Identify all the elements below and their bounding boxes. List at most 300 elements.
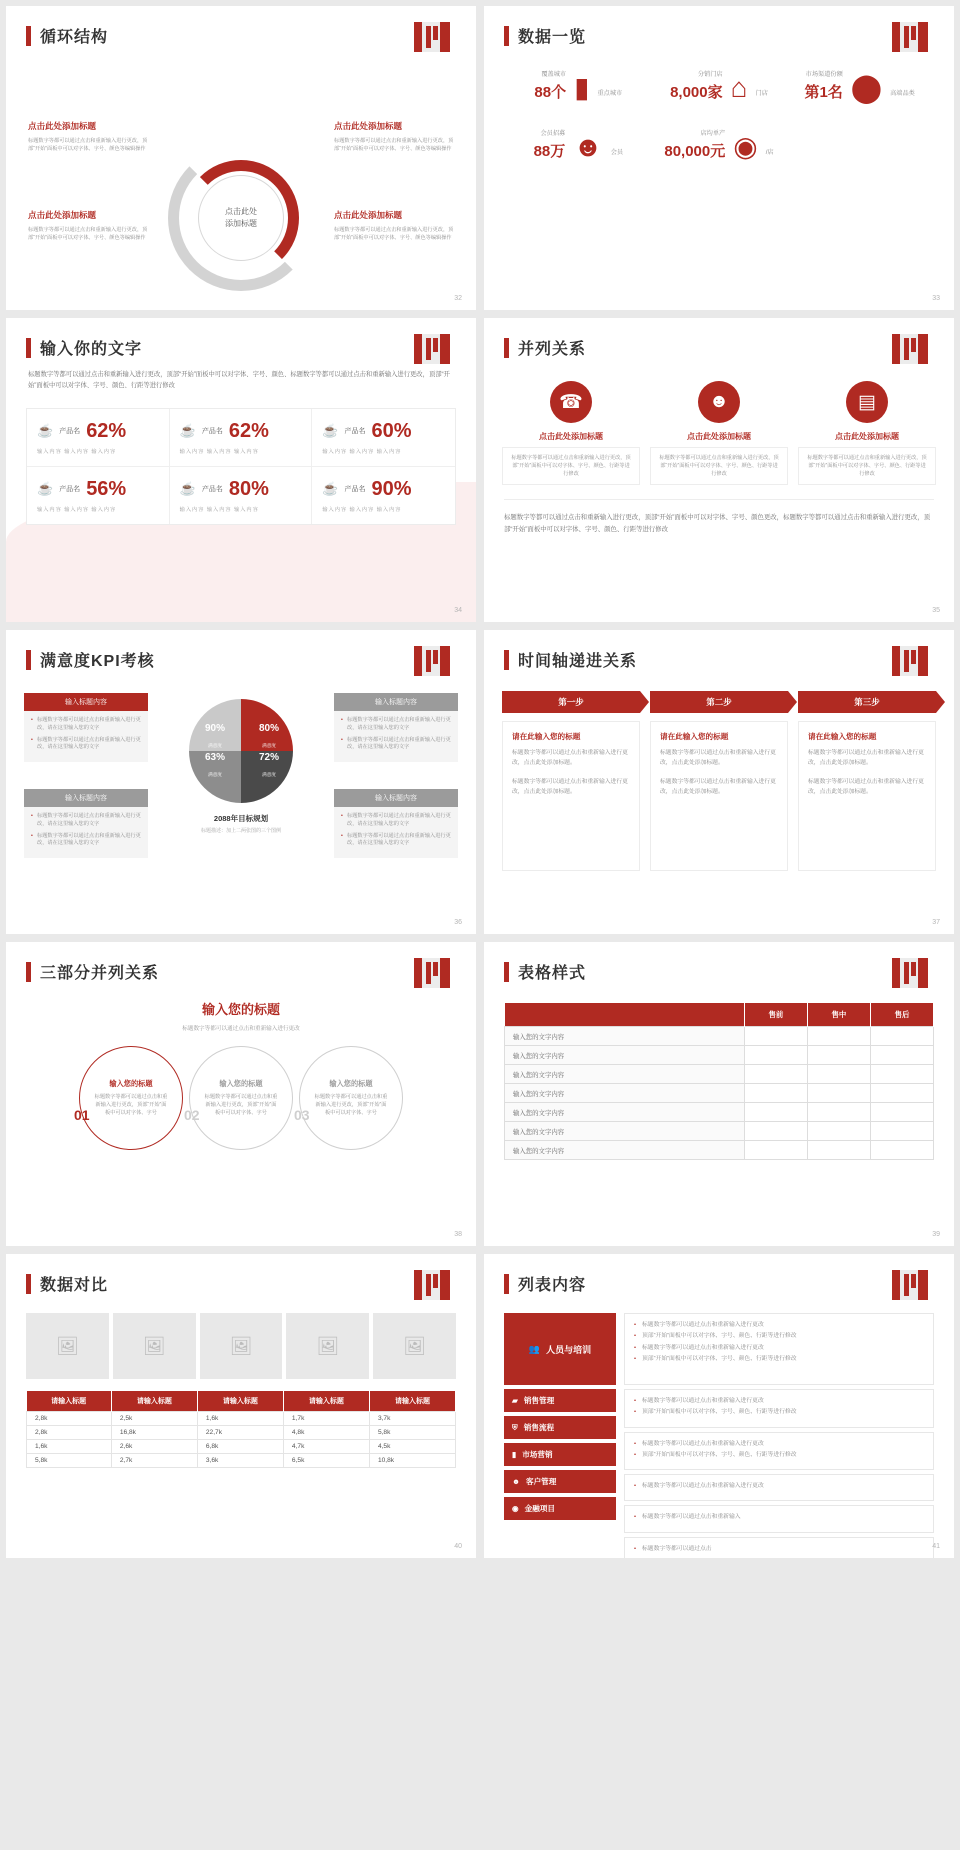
slide-table-style[interactable] bbox=[484, 942, 954, 1246]
stat-label: 店均单产 bbox=[700, 130, 726, 137]
stat-unit: 高端品类 bbox=[890, 90, 915, 97]
table-cell: 3,6k bbox=[197, 1454, 283, 1468]
money-bag-icon: ◉ bbox=[512, 1504, 519, 1513]
kpi-box-3-item: • 标题数字等都可以通过点击和重新输入进行更改，请在这里输入您的文字 bbox=[31, 833, 141, 849]
table-cell: 2,8k bbox=[27, 1412, 112, 1426]
kpi-box-2[interactable] bbox=[334, 693, 458, 762]
circle-1-title: 输入您的标题 bbox=[109, 1078, 153, 1088]
timeline-step-1[interactable] bbox=[502, 691, 640, 871]
table-header-row bbox=[27, 1391, 456, 1412]
cycle-item-4[interactable] bbox=[334, 209, 454, 242]
cycle-item-2[interactable] bbox=[334, 120, 454, 153]
kpi-box-3-item: • 标题数字等都可以通过点击和重新输入进行更改，请在这里输入您的文字 bbox=[31, 813, 141, 829]
flag-logo-icon bbox=[892, 958, 934, 988]
card-body: 标题数字等都可以通过点击和重新输入进行更改，顶部“开始”面板中可以对字体、字号、颜色、行距等进行修改 bbox=[807, 455, 927, 478]
circle-3-body: 标题数字等都可以通过点击和重新输入进行更改，顶部“开始”面板中可以对字体、字号 bbox=[314, 1093, 388, 1117]
table-row[interactable] bbox=[505, 1103, 934, 1122]
list-tab-marketing[interactable] bbox=[504, 1443, 616, 1466]
footer-description: 标题数字等都可以通过点击和重新输入进行更改，顶部“开始”面板中可以对字体、字号、颜色更改，标题数字等都可以通过点击和重新输入进行更改，顶部“开始”面板中可以对字体、字号、颜色、行距等进行修改 bbox=[504, 499, 934, 536]
circle-1-body: 标题数字等都可以通过点击和重新输入进行更改，顶部“开始”面板中可以对字体、字号 bbox=[94, 1093, 168, 1117]
list-panel-1[interactable] bbox=[624, 1313, 934, 1385]
table-cell: 1,7k bbox=[283, 1412, 369, 1426]
cup-icon: ☕ bbox=[322, 423, 339, 439]
kpi-box-1-item: • 标题数字等都可以通过点击和重新输入进行更改，请在这里输入您的文字 bbox=[31, 737, 141, 753]
product-name: 产品名 bbox=[344, 486, 366, 494]
slide-header bbox=[6, 942, 476, 983]
table-cell: 4,7k bbox=[283, 1440, 369, 1454]
table-row[interactable] bbox=[27, 1440, 456, 1454]
page-number: 37 bbox=[932, 919, 940, 926]
title-accent-bar bbox=[26, 962, 31, 982]
table-header-cell bbox=[505, 1003, 745, 1027]
table-header-cell: 售中 bbox=[807, 1003, 870, 1027]
cycle-center-line2: 添加标题 bbox=[225, 219, 257, 228]
shield-icon: ⛨ bbox=[512, 1422, 518, 1432]
parallel-cards bbox=[484, 359, 954, 485]
table-cell: 3,7k bbox=[369, 1412, 455, 1426]
kpi-box-1-item: • 标题数字等都可以通过点击和重新输入进行更改，请在这里输入您的文字 bbox=[31, 717, 141, 733]
table-header-cell: 售前 bbox=[744, 1003, 807, 1027]
table-cell: 输入您的文字内容 bbox=[505, 1084, 745, 1103]
step-2-header: 第二步 bbox=[650, 691, 788, 713]
timeline-step-2[interactable] bbox=[650, 691, 788, 871]
pie-slice-4-label: 满意度 bbox=[262, 772, 276, 777]
cup-icon: ☕ bbox=[37, 481, 54, 497]
slide-timeline-progression[interactable] bbox=[484, 630, 954, 934]
image-placeholder[interactable]: 🖼 bbox=[373, 1313, 456, 1379]
page-number: 34 bbox=[454, 607, 462, 614]
slide-header bbox=[484, 942, 954, 983]
table-cell: 4,5k bbox=[369, 1440, 455, 1454]
table-cell: 输入您的文字内容 bbox=[505, 1103, 745, 1122]
table-cell: 5,8k bbox=[27, 1454, 112, 1468]
slide-three-part-parallel[interactable] bbox=[6, 942, 476, 1246]
page-title: 输入你的文字 bbox=[40, 341, 143, 358]
stat-label: 会员招募 bbox=[540, 130, 566, 137]
table-header-row bbox=[505, 1003, 934, 1027]
kpi-box-4[interactable] bbox=[334, 789, 458, 858]
step-3-para-1: 标题数字等都可以通过点击和重新输入进行更改，点击此处添加标题。 bbox=[808, 750, 924, 767]
table-row[interactable] bbox=[505, 1084, 934, 1103]
kpi-box-4-item: • 标题数字等都可以通过点击和重新输入进行更改，请在这里输入您的文字 bbox=[341, 813, 451, 829]
pie-slice-1-value: 90% bbox=[205, 723, 226, 734]
page-number: 38 bbox=[454, 1231, 462, 1238]
page-title: 三部分并列关系 bbox=[40, 965, 160, 982]
list-tab-people-label: 人员与培训 bbox=[546, 1344, 592, 1355]
image-placeholder[interactable]: 🖼 bbox=[286, 1313, 369, 1379]
image-placeholder[interactable]: 🖼 bbox=[200, 1313, 283, 1379]
kpi-box-2-item: • 标题数字等都可以通过点击和重新输入进行更改，请在这里输入您的文字 bbox=[341, 717, 451, 733]
parallel-card[interactable] bbox=[650, 381, 788, 485]
percent-value: 80% bbox=[228, 477, 269, 500]
step-1-header: 第一步 bbox=[502, 691, 640, 713]
table-cell: 输入您的文字内容 bbox=[505, 1065, 745, 1084]
cup-icon: ☕ bbox=[37, 423, 54, 439]
kpi-box-1-header: 输入标题内容 bbox=[24, 693, 148, 711]
stat-value: 88万 bbox=[533, 143, 566, 160]
cycle-center-label[interactable] bbox=[198, 175, 284, 261]
parallel-card[interactable] bbox=[798, 381, 936, 485]
percent-value: 62% bbox=[228, 419, 269, 442]
table-cell: 输入您的文字内容 bbox=[505, 1027, 745, 1046]
title-accent-bar bbox=[504, 338, 509, 358]
percent-cell[interactable] bbox=[170, 409, 313, 467]
slide-header bbox=[484, 6, 954, 47]
product-name: 产品名 bbox=[59, 428, 81, 436]
list-tab-people[interactable] bbox=[504, 1313, 616, 1385]
list-panel-5-item: • 标题数字等都可以通过点击和重新输入 bbox=[634, 1513, 924, 1522]
title-accent-bar bbox=[26, 650, 31, 670]
stat-unit: 重点城市 bbox=[597, 90, 623, 97]
table-row[interactable] bbox=[505, 1122, 934, 1141]
slide-header bbox=[6, 318, 476, 359]
circle-row bbox=[6, 1046, 476, 1150]
list-tab-customer-mgmt[interactable] bbox=[504, 1470, 616, 1493]
percent-sub: 输入内容 输入内容 输入内容 bbox=[179, 506, 259, 513]
list-panel-1-item: • 顶部“开始”面板中可以对字体、字号、颜色、行距等进行修改 bbox=[634, 1355, 924, 1364]
slide-header bbox=[6, 630, 476, 671]
percent-sub: 输入内容 输入内容 输入内容 bbox=[322, 448, 402, 455]
user-headset-icon: ☎ bbox=[550, 381, 592, 423]
flag-logo-icon bbox=[414, 1270, 456, 1300]
list-tab-finance[interactable] bbox=[504, 1497, 616, 1520]
kpi-box-4-header: 输入标题内容 bbox=[334, 789, 458, 807]
chart-icon: ▮ bbox=[512, 1450, 517, 1459]
slide-data-overview[interactable] bbox=[484, 6, 954, 310]
table-cell: 16,8k bbox=[111, 1426, 197, 1440]
list-panels bbox=[624, 1313, 934, 1558]
page-number: 32 bbox=[454, 295, 462, 302]
list-tab-marketing-label: 市场营销 bbox=[522, 1450, 553, 1459]
image-placeholder-row bbox=[26, 1313, 456, 1379]
cup-icon: ☕ bbox=[322, 481, 339, 497]
cycle-item-3-title: 点击此处添加标题 bbox=[28, 210, 97, 220]
kpi-box-3[interactable] bbox=[24, 789, 148, 858]
percent-cell[interactable] bbox=[27, 409, 170, 467]
pie-slice-3-value: 63% bbox=[205, 752, 226, 763]
step-3-title: 请在此输入您的标题 bbox=[808, 732, 877, 741]
product-name: 产品名 bbox=[344, 428, 366, 436]
pie-slice-2-label: 满意度 bbox=[262, 743, 276, 748]
title-accent-bar bbox=[504, 26, 509, 46]
table-header-cell: 请输入标题 bbox=[283, 1391, 369, 1412]
cycle-item-1[interactable] bbox=[28, 120, 148, 153]
table-header-cell: 请输入标题 bbox=[27, 1391, 112, 1412]
list-panel-1-item: • 标题数字等都可以通过点击和重新输入进行更改 bbox=[634, 1344, 924, 1353]
page-title: 满意度KPI考核 bbox=[40, 653, 155, 670]
percent-sub: 输入内容 输入内容 输入内容 bbox=[179, 448, 259, 455]
slide-header bbox=[484, 318, 954, 359]
percent-sub: 输入内容 输入内容 输入内容 bbox=[37, 506, 117, 513]
percent-grid bbox=[26, 408, 456, 525]
store-icon: ⌂ bbox=[730, 72, 748, 103]
page-title: 循环结构 bbox=[40, 29, 109, 46]
step-1-para-2: 标题数字等都可以通过点击和重新输入进行更改，点击此处添加标题。 bbox=[512, 779, 628, 796]
table-cell: 输入您的文字内容 bbox=[505, 1141, 745, 1160]
page-title: 时间轴递进关系 bbox=[518, 653, 638, 670]
table-row[interactable] bbox=[505, 1065, 934, 1084]
step-3-header: 第三步 bbox=[798, 691, 936, 713]
kpi-box-1[interactable] bbox=[24, 693, 148, 762]
stats-grid bbox=[484, 47, 954, 161]
list-panel-3[interactable] bbox=[624, 1432, 934, 1471]
list-panel-1-item: • 标题数字等都可以通过点击和重新输入进行更改 bbox=[634, 1321, 924, 1330]
kpi-box-4-item: • 标题数字等都可以通过点击和重新输入进行更改，请在这里输入您的文字 bbox=[341, 833, 451, 849]
slide-list-content[interactable] bbox=[484, 1254, 954, 1558]
table-cell: 2,7k bbox=[111, 1454, 197, 1468]
table-header-cell: 请输入标题 bbox=[197, 1391, 283, 1412]
stat-unit: /店 bbox=[765, 149, 774, 156]
subheadline: 标题数字等都可以通过点击和重新输入进行更改 bbox=[182, 1026, 300, 1032]
list-tab-finance-label: 金融项目 bbox=[524, 1504, 556, 1513]
product-name: 产品名 bbox=[201, 428, 223, 436]
list-panel-4-item: • 标题数字等都可以通过点击和重新输入进行更改 bbox=[634, 1482, 924, 1491]
stat-value: 88个 bbox=[534, 84, 567, 101]
table-cell: 10,8k bbox=[369, 1454, 455, 1468]
parallel-card[interactable] bbox=[502, 381, 640, 485]
card-title: 点击此处添加标题 bbox=[835, 432, 899, 441]
user-icon: ☻ bbox=[698, 381, 740, 423]
percent-cell[interactable] bbox=[27, 467, 170, 524]
list-panel-6-item: • 标题数字等都可以通过点击 bbox=[634, 1545, 924, 1554]
cup-icon: ☕ bbox=[179, 423, 196, 439]
circle-2-title: 输入您的标题 bbox=[219, 1078, 263, 1088]
table-cell: 22,7k bbox=[197, 1426, 283, 1440]
table-header-cell: 请输入标题 bbox=[369, 1391, 455, 1412]
table-cell: 1,6k bbox=[197, 1412, 283, 1426]
list-panel-2-item: • 标题数字等都可以通过点击和重新输入进行更改 bbox=[634, 1397, 924, 1406]
slide-kpi-satisfaction[interactable] bbox=[6, 630, 476, 934]
percent-value: 56% bbox=[86, 477, 127, 500]
stat-label: 覆盖城市 bbox=[541, 71, 567, 78]
list-panel-2-item: • 顶部“开始”面板中可以对字体、字号、颜色、行距等进行修改 bbox=[634, 1408, 924, 1417]
step-2-para-2: 标题数字等都可以通过点击和重新输入进行更改，点击此处添加标题。 bbox=[660, 779, 776, 796]
member-icon: ☻ bbox=[573, 131, 603, 162]
product-name: 产品名 bbox=[201, 486, 223, 494]
step-2-title: 请在此输入您的标题 bbox=[660, 732, 729, 741]
page-number: 39 bbox=[932, 1231, 940, 1238]
page-number: 33 bbox=[932, 295, 940, 302]
pie-note-sub: 标题描述：加上二两张图的三个图例 bbox=[200, 828, 281, 834]
list-layout bbox=[484, 1295, 954, 1558]
timeline-steps bbox=[484, 671, 954, 871]
page-number: 40 bbox=[454, 1543, 462, 1550]
kpi-box-2-header: 输入标题内容 bbox=[334, 693, 458, 711]
cycle-item-3[interactable] bbox=[28, 209, 148, 242]
table-row[interactable] bbox=[27, 1454, 456, 1468]
percent-value: 90% bbox=[371, 477, 412, 500]
pie-note-title: 2088年目标规划 bbox=[213, 814, 269, 823]
page-title: 并列关系 bbox=[518, 341, 587, 358]
kpi-layout bbox=[6, 671, 476, 903]
briefcase-icon: ▰ bbox=[512, 1396, 518, 1405]
list-panel-2[interactable] bbox=[624, 1389, 934, 1428]
list-panel-1-item: • 顶部“开始”面板中可以对字体、字号、颜色、行距等进行修改 bbox=[634, 1332, 924, 1341]
list-panel-5[interactable] bbox=[624, 1505, 934, 1532]
card-title: 点击此处添加标题 bbox=[539, 432, 603, 441]
flag-logo-icon bbox=[892, 334, 934, 364]
percent-sub: 输入内容 输入内容 输入内容 bbox=[37, 448, 117, 455]
kpi-box-3-header: 输入标题内容 bbox=[24, 789, 148, 807]
table-row[interactable] bbox=[505, 1046, 934, 1065]
list-tab-customer-mgmt-label: 客户管理 bbox=[526, 1477, 557, 1486]
cycle-item-1-body: 标题数字等都可以通过点击和重新输入进行更改，顶部“开始”面板中可以对字体、字号、颜色等编辑操作 bbox=[28, 138, 148, 153]
percent-cell[interactable] bbox=[312, 409, 455, 467]
stat-cell[interactable] bbox=[649, 69, 790, 102]
pie-chart bbox=[189, 699, 293, 803]
cycle-item-4-body: 标题数字等都可以通过点击和重新输入进行更改，顶部“开始”面板中可以对字体、字号、颜色等编辑操作 bbox=[334, 227, 454, 242]
pie-slice-1 bbox=[205, 723, 225, 752]
pie-slice-4 bbox=[259, 752, 279, 781]
money-icon: ◉ bbox=[733, 131, 758, 162]
slide-input-your-text[interactable] bbox=[6, 318, 476, 622]
pie-note bbox=[171, 813, 311, 834]
circle-item-2[interactable] bbox=[184, 1046, 293, 1150]
percent-value: 62% bbox=[86, 419, 127, 442]
slide-header bbox=[484, 1254, 954, 1295]
comparison-table bbox=[26, 1391, 456, 1468]
pie-slice-4-value: 72% bbox=[258, 752, 279, 763]
stat-value: 8,000家 bbox=[670, 84, 723, 101]
step-2-para-1: 标题数字等都可以通过点击和重新输入进行更改，点击此处添加标题。 bbox=[660, 750, 776, 767]
page-title: 数据一览 bbox=[518, 29, 587, 46]
pie-slice-3 bbox=[205, 752, 225, 781]
table-row[interactable] bbox=[505, 1141, 934, 1160]
title-accent-bar bbox=[504, 650, 509, 670]
table-cell: 输入您的文字内容 bbox=[505, 1122, 745, 1141]
slide-data-comparison[interactable] bbox=[6, 1254, 476, 1558]
kpi-box-2-item: • 标题数字等都可以通过点击和重新输入进行更改，请在这里输入您的文字 bbox=[341, 737, 451, 753]
stat-cell[interactable] bbox=[508, 128, 649, 161]
circle-2-number: 02 bbox=[184, 1107, 200, 1123]
stat-cell[interactable] bbox=[508, 69, 649, 102]
title-accent-bar bbox=[26, 338, 31, 358]
percent-value: 60% bbox=[371, 419, 412, 442]
flag-logo-icon bbox=[414, 334, 456, 364]
image-placeholder[interactable]: 🖼 bbox=[113, 1313, 196, 1379]
slide-header bbox=[484, 630, 954, 671]
card-title: 点击此处添加标题 bbox=[687, 432, 751, 441]
styled-table bbox=[504, 1003, 934, 1160]
table-cell: 1,6k bbox=[27, 1440, 112, 1454]
table-cell: 2,8k bbox=[27, 1426, 112, 1440]
circle-3-title: 输入您的标题 bbox=[329, 1078, 373, 1088]
flag-logo-icon bbox=[892, 1270, 934, 1300]
stat-unit: 门店 bbox=[755, 90, 768, 97]
circle-item-3[interactable] bbox=[294, 1046, 403, 1150]
people-icon: 👥 bbox=[528, 1343, 541, 1354]
title-accent-bar bbox=[26, 26, 31, 46]
cycle-item-2-title: 点击此处添加标题 bbox=[334, 121, 403, 131]
list-tab-sales-process-label: 销售流程 bbox=[523, 1423, 555, 1432]
table-cell: 2,5k bbox=[111, 1412, 197, 1426]
list-panel-3-item: • 标题数字等都可以通过点击和重新输入进行更改 bbox=[634, 1440, 924, 1449]
stat-label: 市场渠道份额 bbox=[805, 71, 843, 78]
percent-cell[interactable] bbox=[170, 467, 313, 524]
percent-cell[interactable] bbox=[312, 467, 455, 524]
table-header-cell: 请输入标题 bbox=[111, 1391, 197, 1412]
page-title: 表格样式 bbox=[518, 965, 587, 982]
table-cell: 6,5k bbox=[283, 1454, 369, 1468]
stat-value: 第1名 bbox=[804, 84, 843, 101]
circle-2-body: 标题数字等都可以通过点击和重新输入进行更改，顶部“开始”面板中可以对字体、字号 bbox=[204, 1093, 278, 1117]
cycle-item-3-body: 标题数字等都可以通过点击和重新输入进行更改，顶部“开始”面板中可以对字体、字号、颜色等编辑操作 bbox=[28, 227, 148, 242]
step-1-para-1: 标题数字等都可以通过点击和重新输入进行更改，点击此处添加标题。 bbox=[512, 750, 628, 767]
cycle-item-1-title: 点击此处添加标题 bbox=[28, 121, 97, 131]
flag-logo-icon bbox=[414, 958, 456, 988]
user-group-icon: ☻ bbox=[512, 1477, 520, 1486]
list-tab-sales-mgmt[interactable] bbox=[504, 1389, 616, 1412]
flag-logo-icon bbox=[892, 646, 934, 676]
table-row[interactable] bbox=[27, 1426, 456, 1440]
slide-cycle-structure[interactable] bbox=[6, 6, 476, 310]
page-number: 41 bbox=[932, 1543, 940, 1550]
presentation-icon: ▤ bbox=[846, 381, 888, 423]
circle-item-1[interactable] bbox=[74, 1046, 183, 1150]
stat-cell[interactable] bbox=[789, 69, 930, 102]
list-panel-6[interactable] bbox=[624, 1537, 934, 1558]
drum-icon: ⬤ bbox=[850, 72, 883, 103]
timeline-step-3[interactable] bbox=[798, 691, 936, 871]
page-number: 35 bbox=[932, 607, 940, 614]
table-row[interactable] bbox=[505, 1027, 934, 1046]
title-accent-bar bbox=[504, 962, 509, 982]
image-placeholder[interactable]: 🖼 bbox=[26, 1313, 109, 1379]
flag-logo-icon bbox=[892, 22, 934, 52]
cycle-item-2-body: 标题数字等都可以通过点击和重新输入进行更改，顶部“开始”面板中可以对字体、字号、颜色等编辑操作 bbox=[334, 138, 454, 153]
table-cell: 6,8k bbox=[197, 1440, 283, 1454]
title-accent-bar bbox=[26, 1274, 31, 1294]
circle-1-number: 01 bbox=[74, 1107, 90, 1123]
headline-block bbox=[6, 999, 476, 1032]
table-cell: 4,8k bbox=[283, 1426, 369, 1440]
pie-slice-1-label: 满意度 bbox=[208, 743, 222, 748]
table-cell: 输入您的文字内容 bbox=[505, 1046, 745, 1065]
slide-header bbox=[6, 6, 476, 47]
percent-sub: 输入内容 输入内容 输入内容 bbox=[322, 506, 402, 513]
product-name: 产品名 bbox=[59, 486, 81, 494]
list-tab-sales-mgmt-label: 销售管理 bbox=[523, 1396, 555, 1405]
cycle-item-4-title: 点击此处添加标题 bbox=[334, 210, 403, 220]
cup-icon: ☕ bbox=[179, 481, 196, 497]
circle-3-number: 03 bbox=[294, 1107, 310, 1123]
table-cell: 5,8k bbox=[369, 1426, 455, 1440]
page-title: 列表内容 bbox=[518, 1277, 587, 1294]
card-body: 标题数字等都可以通过点击和重新输入进行更改，顶部“开始”面板中可以对字体、字号、颜色、行距等进行修改 bbox=[511, 455, 631, 478]
stat-unit: 会员 bbox=[610, 149, 624, 156]
step-3-para-2: 标题数字等都可以通过点击和重新输入进行更改，点击此处添加标题。 bbox=[808, 779, 924, 796]
stat-cell[interactable] bbox=[649, 128, 790, 161]
list-panel-3-item: • 顶部“开始”面板中可以对字体、字号、颜色、行距等进行修改 bbox=[634, 1451, 924, 1460]
card-body: 标题数字等都可以通过点击和重新输入进行更改，顶部“开始”面板中可以对字体、字号、颜色、行距等进行修改 bbox=[659, 455, 779, 478]
page-title: 数据对比 bbox=[40, 1277, 109, 1294]
cycle-diagram bbox=[6, 47, 476, 310]
headline: 输入您的标题 bbox=[201, 1002, 280, 1017]
stat-value: 80,000元 bbox=[664, 143, 726, 160]
table-header-cell: 售后 bbox=[870, 1003, 933, 1027]
list-panel-4[interactable] bbox=[624, 1474, 934, 1501]
slide-description: 标题数字等都可以通过点击和重新输入进行更改，顶部“开始”面板中可以对字体、字号、颜色、标题数字等都可以通过点击和重新输入进行更改，顶部“开始”面板中可以对字体、字号、颜色、行距等进行修改 bbox=[28, 371, 450, 390]
table-row[interactable] bbox=[27, 1412, 456, 1426]
list-tab-sales-process[interactable] bbox=[504, 1416, 616, 1439]
pie-slice-2 bbox=[259, 723, 279, 752]
pie-slice-2-value: 80% bbox=[258, 723, 279, 734]
slide-parallel-relation[interactable] bbox=[484, 318, 954, 622]
pie-slice-3-label: 满意度 bbox=[208, 772, 222, 777]
step-1-title: 请在此输入您的标题 bbox=[512, 732, 581, 741]
table-cell: 2,6k bbox=[111, 1440, 197, 1454]
cycle-center-line1: 点击此处 bbox=[225, 207, 257, 216]
